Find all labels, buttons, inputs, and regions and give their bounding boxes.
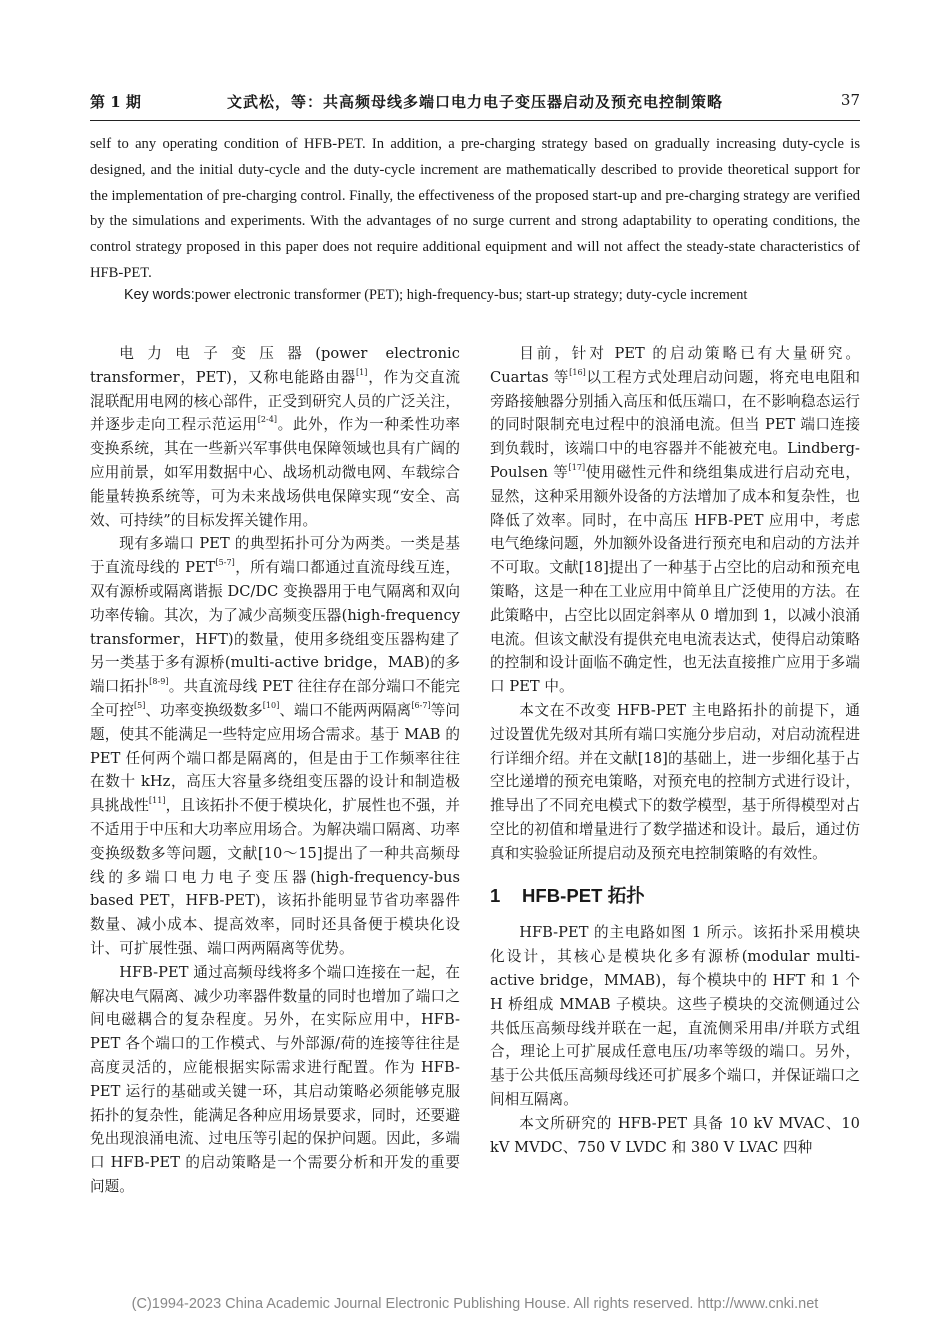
section-number: 1 — [490, 884, 501, 906]
copyright-footer: (C)1994-2023 China Academic Journal Electronic Publishing House. All rights reserved. http://www.cnki.net — [131, 1296, 819, 1312]
citation-ref: [5] — [133, 700, 146, 710]
abstract-text: self to any operating condition of HFB-PET. In addition, a pre-charging strategy based on gradually increasing duty-cycle is designed, and the initial duty-cycle and the duty-cycle increment are mathematically described to provide theoretical support for the implementation of pre-charging control. Finally, the effectiveness of the proposed start-up and pre-charging strategy are verified by the simulations and experiments. With the advantages of no surge current and strong adaptability to operating conditions, the control strategy proposed in this paper does not require additional equipment and will not affect the steady-state characteristics of HFB-PET. — [90, 136, 860, 281]
paragraph: 本文在不改变 HFB-PET 主电路拓扑的前提下，通过设置优先级对其所有端口实施分步启动，对启动流程进行详细介绍。并在文献[18]的基础上，进一步细化基于占空比递增的预充电策略，对预充电的控制方式进行设计，推导出了不同充电模式下的数学模型，基于所得模型对占空比的初值和增量进行了数学描述和设计。最后，通过仿真和实验验证所提启动及预充电控制策略的有效性。 — [490, 701, 860, 862]
citation-ref: [17] — [568, 462, 586, 472]
paragraph: 电力电子变压器(power electronic transformer，PET)，又称电能路由器[1]，作为交直流混联配用电网的核心部件，正受到研究人员的广泛关注，并逐步走向工程示范运用[2-4]。此外，作为一种柔性功率变换系统，其在一些新兴军事供电保障领域也具有广阔的应用前景，如军用数据中心、战场机动微电网、车载综合能量转换系统等，可为未来战场供电保障实现“安全、高效、可持续”的目标发挥关键作用。 — [90, 345, 460, 529]
page-number: 37 — [840, 91, 860, 109]
citation-ref: [5-7] — [215, 558, 235, 568]
paragraph: 目前，针对 PET 的启动策略已有大量研究。Cuartas 等[16]以工程方式处理启动问题，将充电电阻和旁路接触器分别插入高压和低压端口，在不影响稳态运行的同时限制充电过程中的浪涌电流。但当 PET 端口连接到负载时，该端口中的电容器并不能被充电。Lindberg-Poulsen 等[17]使用磁性元件和绕组集成进行启动充电，显然，这种采用额外设备的方法增加了成本和复杂性，也降低了效率。同时，在中高压 HFB-PET 应用中，考虑电气绝缘问题，外加额外设备进行预充电和启动的方法并不可取。文献[18]提出了一种基于占空比的启动和预充电策略，这是一种在工业应用中简单且广泛使用的方法。在此策略中，占空比以固定斜率从 0 增加到 1，以减小浪涌电流。但该文献没有提供充电电流表达式，使得启动策略的控制和设计面临不确定性，也无法直接推广应用于多端口 PET 中。 — [490, 345, 861, 696]
section-title: HFB-PET 拓扑 — [522, 884, 645, 906]
citation-ref: [2-4] — [257, 415, 278, 425]
keywords-text: power electronic transformer (PET); high-frequency-bus; start-up strategy; duty-cycle increment — [194, 287, 748, 303]
left-column — [90, 342, 460, 1199]
running-header — [90, 91, 860, 113]
paragraph: HFB-PET 通过高频母线将多个端口连接在一起，在解决电气隔离、减少功率器件数量的同时也增加了端口之间电磁耦合的复杂程度。另外，在实际应用中，HFB-PET 各个端口的工作模式、与外部源/荷的连接等往往是高度灵活的，应能根据实际需求进行配置。作为 HFB-PET 运行的基础或关键一环，其启动策略必须能够克服拓扑的复杂性，能满足各种应用场景要求，同时，还要避免出现浪涌电流、过电压等引起的保护问题。因此，多端口 HFB-PET 的启动策略是一个需要分析和开发的重要问题。 — [90, 963, 460, 1195]
citation-ref: [16] — [569, 367, 586, 377]
header-rule — [90, 120, 860, 121]
citation-ref: [6-7] — [411, 700, 431, 710]
citation-ref: [10] — [262, 700, 280, 710]
section-heading — [490, 884, 860, 908]
running-title: 文武松，等：共高频母线多端口电力电子变压器启动及预充电控制策略 — [226, 93, 723, 111]
paragraph: 现有多端口 PET 的典型拓扑可分为两类。一类是基于直流母线的 PET[5-7]，所有端口都通过直流母线互连，双有源桥或隔离谐振 DC/DC 变换器用于电气隔离和双向功率传输。其次，为了减少高频变压器(high-frequency transformer，HFT)的数量，使用多绕组变压器构建了另一类基于多有源桥(multi-active bridge，MAB)的多端口拓扑[8-9]。共直流母线 PET 往往存在部分端口不能完全可控[5]、功率变换级数多[10]、端口不能两两隔离[6-7]等问题，使其不能满足一些特定应用场合需求。基于 MAB 的 PET 任何两个端口都是隔离的，但是由于工作频率往往在数十 kHz，高压大容量多绕组变压器的设计和制造极具挑战性[11]，且该拓扑不便于模块化，扩展性也不强，并不适用于中压和大功率应用场合。为解决端口隔离、功率变换级数多等问题，文献[10～15]提出了一种共高频母线的多端口电力电子变压器(high-frequency-bus based PET，HFB-PET)，该拓扑能明显节省功率器件数量、减小成本、提高效率，同时还具备便于模块化设计、可扩展性强、端口两两隔离等优势。 — [90, 535, 461, 957]
keywords — [124, 287, 864, 304]
citation-ref: [8-9] — [149, 677, 169, 687]
paragraph: 本文所研究的 HFB-PET 具备 10 kV MVAC、10 kV MVDC、750 V LVDC 和 380 V LVAC 四种 — [490, 1114, 860, 1156]
citation-ref: [1] — [356, 367, 368, 377]
issue-label: 第 1 期 — [90, 93, 141, 111]
citation-ref: [11] — [148, 796, 166, 806]
keywords-label: Key words: — [124, 287, 195, 303]
right-column — [490, 342, 860, 1159]
paragraph: HFB-PET 的主电路如图 1 所示。该拓扑采用模块化设计，其核心是模块化多有源桥(modular multi-active bridge，MMAB)，每个模块中的 HFT 和 1 个 H 桥组成 MMAB 子模块。这些子模块的交流侧通过公共低压高频母线并联在一起，直流侧采用串/并联方式组合，理论上可扩展成任意电压/功率等级的端口。另外，基于公共低压高频母线还可扩展多个端口，并保证端口之间相互隔离。 — [490, 924, 860, 1108]
